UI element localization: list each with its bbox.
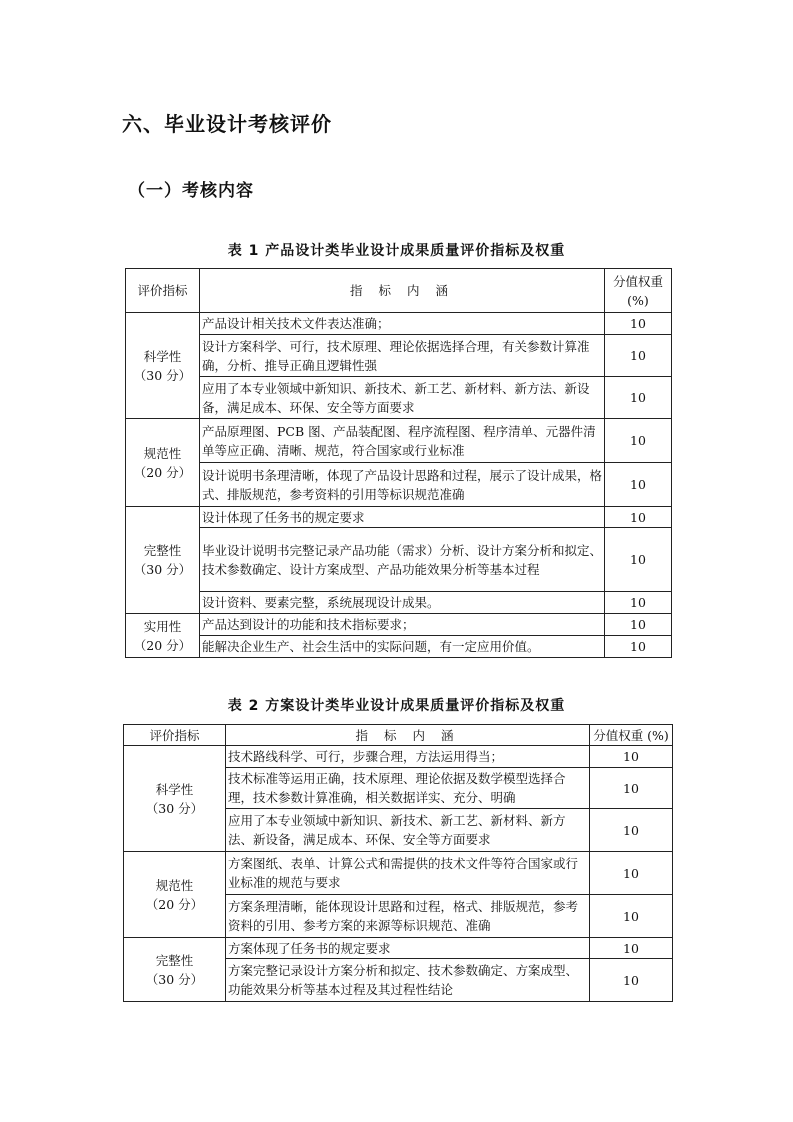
table-row-content: 方案体现了任务书的规定要求 — [226, 938, 590, 959]
table-row-content: 设计体现了任务书的规定要求 — [200, 507, 605, 528]
indicator-points: （20 分） — [133, 637, 192, 653]
table-row-score: 10 — [605, 614, 672, 636]
table1 — [125, 268, 672, 658]
table-row-content: 应用了本专业领域中新知识、新技术、新工艺、新材料、新方法、新设备，满足成本、环保、安全等方面要求 — [226, 809, 590, 852]
table-row-content: 方案完整记录设计方案分析和拟定、技术参数确定、方案成型、功能效果分析等基本过程及其过程性结论 — [226, 959, 590, 1002]
table-row-score: 10 — [605, 507, 672, 528]
table-row-score: 10 — [605, 377, 672, 419]
table-row-score: 10 — [605, 636, 672, 658]
subsection-heading: （一）考核内容 — [128, 181, 254, 201]
table-row-score: 10 — [590, 809, 673, 852]
table-row-content: 设计方案科学、可行，技术原理、理论依据选择合理，有关参数计算准确，分析、推导正确且逻辑性强 — [200, 335, 605, 377]
indicator-name: 规范性 — [143, 445, 182, 461]
table-row-content: 产品达到设计的功能和技术指标要求； — [200, 614, 605, 636]
table-row-score: 10 — [605, 463, 672, 507]
indicator-points: （20 分） — [133, 464, 192, 480]
table-row-score: 10 — [605, 335, 672, 377]
indicator-name: 科学性 — [155, 781, 194, 797]
table-row-content: 设计说明书条理清晰，体现了产品设计思路和过程，展示了设计成果，格式、排版规范，参考资料的引用等标识规范准确 — [200, 463, 605, 507]
table-row-score: 10 — [590, 938, 673, 959]
table-row-score: 10 — [590, 852, 673, 895]
indicator-points: （30 分） — [133, 562, 192, 577]
table-row-score: 10 — [590, 959, 673, 1002]
indicator-name: 实用性 — [143, 618, 182, 634]
table1-header-content: 指 标 内 涵 — [200, 269, 605, 313]
table1-header-indicator: 评价指标 — [126, 269, 200, 313]
indicator-points: （30 分） — [133, 367, 192, 383]
table-row-score: 10 — [605, 313, 672, 335]
table1-header-score: 分值权重(%) — [605, 269, 672, 313]
table2-header-score: 分值权重 (%) — [590, 725, 673, 746]
indicator-points: （30 分） — [145, 971, 204, 987]
table2-caption: 表 2 方案设计类毕业设计成果质量评价指标及权重 — [227, 698, 566, 714]
table-row-content: 产品设计相关技术文件表达准确； — [200, 313, 605, 335]
table-row-content: 技术标准等运用正确，技术原理、理论依据及数学模型选择合理，技术参数计算准确，相关数据详实、充分、明确 — [226, 768, 590, 809]
table2-indicator-cell — [124, 938, 226, 1002]
table1-indicator-cell — [126, 507, 200, 614]
table-row-content: 应用了本专业领域中新知识、新技术、新工艺、新材料、新方法、新设备，满足成本、环保、安全等方面要求 — [200, 377, 605, 419]
table1-indicator-cell — [126, 313, 200, 419]
table-row-score: 10 — [605, 528, 672, 592]
table-row-score: 10 — [590, 768, 673, 809]
table2 — [123, 724, 673, 1002]
table2-header-indicator: 评价指标 — [124, 725, 226, 746]
table-row-content: 方案图纸、表单、计算公式和需提供的技术文件等符合国家或行业标准的规范与要求 — [226, 852, 590, 895]
table-row-score: 10 — [590, 895, 673, 938]
table-row-score: 10 — [605, 419, 672, 463]
table1-indicator-cell — [126, 419, 200, 507]
indicator-name: 完整性 — [143, 543, 182, 558]
table-row-content: 产品原理图、PCB 图、产品装配图、程序流程图、程序清单、元器件清单等应正确、清晰、规范，符合国家或行业标准 — [200, 419, 605, 463]
indicator-name: 规范性 — [155, 877, 194, 893]
table-row-content: 能解决企业生产、社会生活中的实际问题，有一定应用价值。 — [200, 636, 605, 658]
indicator-points: （30 分） — [145, 800, 204, 816]
table-row-content: 毕业设计说明书完整记录产品功能（需求）分析、设计方案分析和拟定、技术参数确定、设计方案成型、产品功能效果分析等基本过程 — [200, 528, 605, 592]
table2-indicator-cell — [124, 852, 226, 938]
table-row-score: 10 — [605, 592, 672, 614]
table-row-score: 10 — [590, 746, 673, 768]
table-row-content: 技术路线科学、可行，步骤合理，方法运用得当； — [226, 746, 590, 768]
indicator-points: （20 分） — [145, 896, 204, 912]
table2-indicator-cell — [124, 746, 226, 852]
table2-header-content: 指 标 内 涵 — [226, 725, 590, 746]
table1-indicator-cell — [126, 614, 200, 658]
table-row-content: 设计资料、要素完整，系统展现设计成果。 — [200, 592, 605, 614]
table1-caption: 表 1 产品设计类毕业设计成果质量评价指标及权重 — [227, 243, 566, 259]
indicator-name: 科学性 — [143, 348, 182, 364]
indicator-name: 完整性 — [155, 952, 194, 968]
section-heading: 六、毕业设计考核评价 — [122, 112, 332, 136]
table-row-content: 方案条理清晰，能体现设计思路和过程，格式、排版规范，参考资料的引用、参考方案的来源等标识规范、准确 — [226, 895, 590, 938]
